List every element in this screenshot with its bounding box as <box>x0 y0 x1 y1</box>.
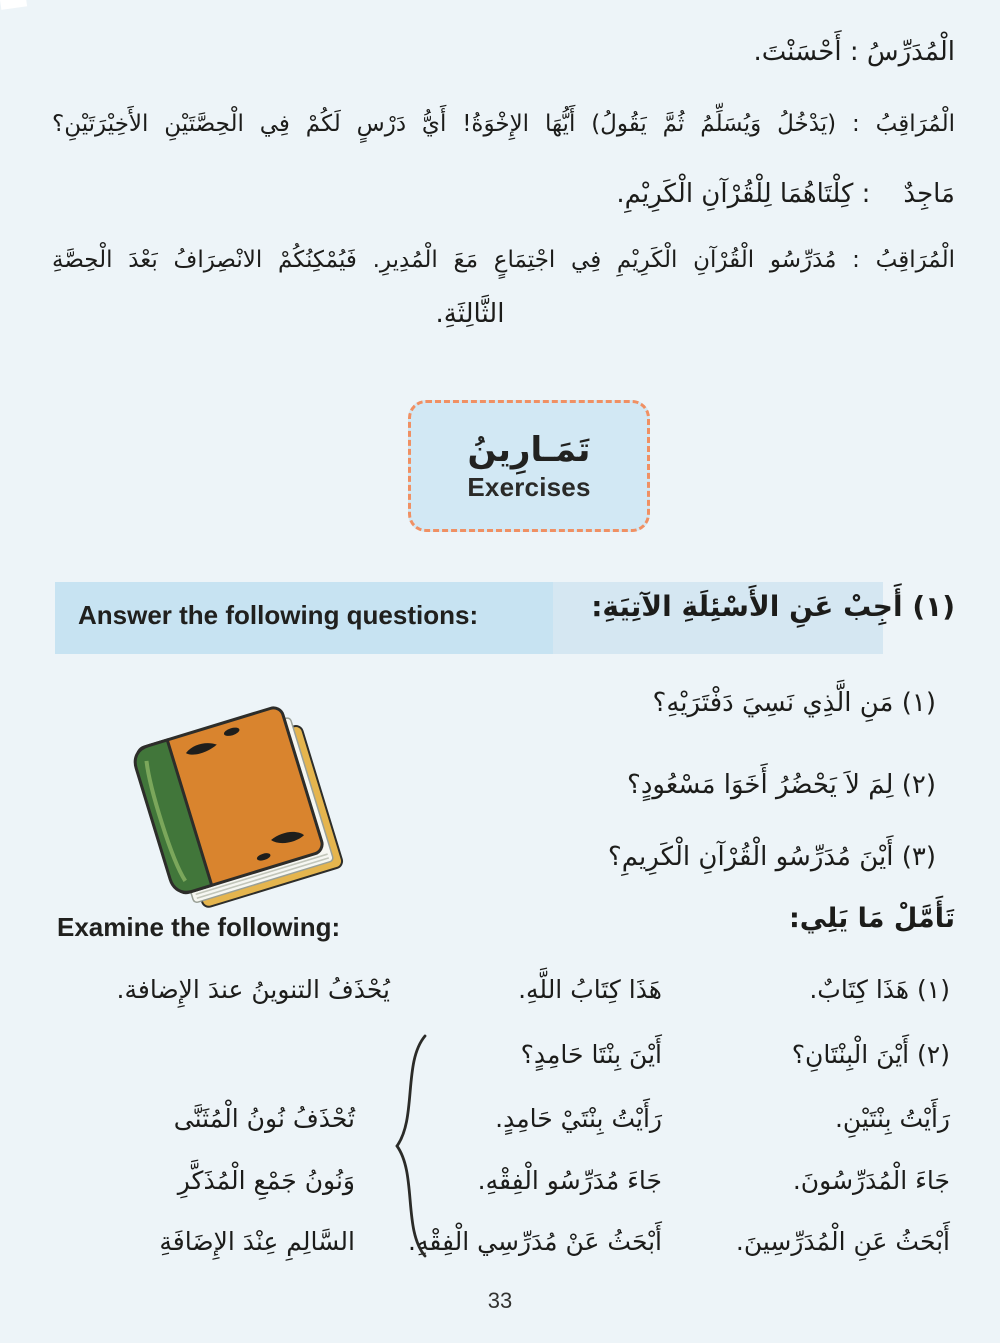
example-sentence: (٢) أَيْنَ الْبِنْتَانِ؟ <box>791 1040 950 1069</box>
page-number: 33 <box>487 1288 513 1313</box>
example-note: وَنُونُ جَمْعِ الْمُذَكَّرِ <box>177 1166 355 1195</box>
example-row-4 <box>0 1166 1000 1216</box>
example-sentence: جَاءَ الْمُدَرِّسُونَ. <box>792 1166 950 1195</box>
question-2: (٢) لِمَ لاَ يَحْضُرُ أَخَوَا مَسْعُودٍ؟ <box>627 770 936 800</box>
example-sentence: رَأَيْتُ بِنْتَيْنِ. <box>834 1104 950 1133</box>
dialogue-line-teacher: الْمُدَرِّسُ : أَحْسَنْتَ. <box>753 37 955 67</box>
dialogue-line-monitor-2: الْمُرَاقِبُ : مُدَرِّسُو الْقُرْآنِ الْكَرِيْمِ فِي اجْتِمَاعٍ مَعَ الْمُدِيرِ. فَيُمْكِنُكُمْ الانْصِرَافُ بَعْدَ الْحِصَّةِ <box>52 247 955 273</box>
scan-corner-artifact <box>0 0 27 10</box>
example-sentence: أَبْحَثُ عَنِ الْمُدَرِّسِينَ. <box>735 1227 950 1256</box>
book-icon <box>112 702 356 916</box>
dialogue-line-majid: مَاجِدٌ : كِلْتَاهُمَا لِلْقُرْآنِ الْكَرِيْمِ. <box>616 179 955 209</box>
example-sentence: رَأَيْتُ بِنْتَيْ حَامِدٍ. <box>495 1104 662 1133</box>
example-sentence: جَاءَ مُدَرِّسُو الْفِقْهِ. <box>477 1166 662 1195</box>
book-illustration <box>112 702 356 916</box>
dialogue-line-monitor-1: الْمُرَاقِبُ : (يَدْخُلُ وَيُسَلِّمُ ثُمَّ يَقُولُ) أَيُّهَا الإِخْوَةُ! أَيُّ دَرْسٍ لَكُمْ فِي الْحِصَّتَيْنِ الأَخِيْرَتَيْنِ؟ <box>52 111 955 137</box>
example-note: يُحْذَفُ التنوينُ عندَ الإِضافة. <box>116 975 390 1004</box>
question-3: (٣) أَيْنَ مُدَرِّسُو الْقُرْآنِ الْكَرِيمِ؟ <box>607 842 936 872</box>
section2-arabic-heading: تَأَمَّلْ مَا يَلِي: <box>788 903 955 934</box>
dialogue-line-monitor-2-cont: الثَّالِثَةِ. <box>435 299 505 329</box>
example-row-1 <box>0 975 1000 1025</box>
exercises-title-english: Exercises <box>467 471 591 502</box>
section2-english-heading: Examine the following: <box>57 912 341 942</box>
section1-english-heading: Answer the following questions: <box>78 600 479 630</box>
example-sentence: هَذَا كِتَابُ اللَّهِ. <box>518 975 662 1004</box>
exercises-title-arabic: تَمَـارِينُ <box>467 429 591 470</box>
example-row-3 <box>0 1104 1000 1154</box>
example-sentence: أَبْحَثُ عَنْ مُدَرِّسِي الْفِقْهِ. <box>408 1227 662 1256</box>
brace-path <box>397 1036 425 1256</box>
brace-icon <box>383 1032 429 1260</box>
exercises-title-box <box>408 400 650 532</box>
example-note: السَّالِمِ عِنْدَ الإِضَافَةِ <box>159 1227 355 1256</box>
example-sentence: (١) هَذَا كِتَابٌ. <box>809 975 950 1004</box>
example-row-5 <box>0 1227 1000 1277</box>
example-sentence: أَيْنَ بِنْتَا حَامِدٍ؟ <box>520 1040 662 1069</box>
example-note: تُحْذَفُ نُونُ الْمُثَنَّى <box>173 1104 355 1133</box>
section1-arabic-heading: (١) أَجِبْ عَنِ الأَسْئِلَةِ الآتِيَةِ: <box>591 590 955 623</box>
example-row-2 <box>0 1040 1000 1090</box>
question-1: (١) مَنِ الَّذِي نَسِيَ دَفْتَرَيْهِ؟ <box>652 688 936 718</box>
grouping-brace <box>383 1032 429 1260</box>
